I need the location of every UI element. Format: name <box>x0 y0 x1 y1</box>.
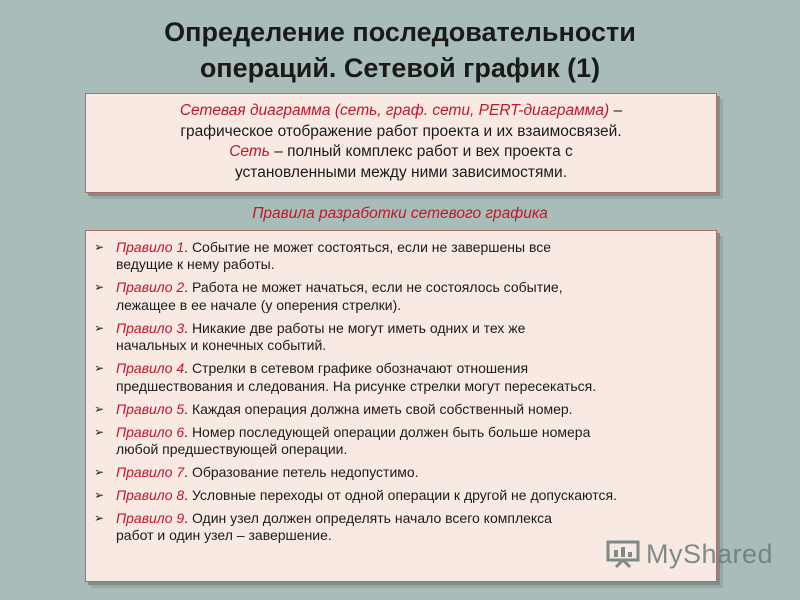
rule-item-6 <box>86 424 716 459</box>
arrowhead-bullet-icon: ➢ <box>94 240 105 254</box>
definition-text <box>86 94 716 183</box>
rule-text: . Один узел должен определять начало всего комплекса <box>184 510 552 527</box>
rule-text: . Стрелки в сетевом графике обозначают отношения <box>184 360 529 377</box>
definition-text-part: – полный комплекс работ и вех проекта с <box>269 143 573 160</box>
definition-box <box>85 93 717 193</box>
arrowhead-bullet-icon: ➢ <box>94 511 105 526</box>
arrowhead-bullet-icon: ➢ <box>94 320 105 335</box>
rule-line <box>116 424 706 441</box>
rule-line <box>116 487 706 504</box>
rule-label: Правило 3 <box>116 319 185 336</box>
rule-label: Правило 1 <box>116 239 185 255</box>
rule-item-8 <box>86 487 716 504</box>
definition-line <box>86 142 716 163</box>
rule-item-4 <box>86 360 716 395</box>
arrowhead-bullet-icon: ➢ <box>94 424 105 439</box>
rule-text: . Номер последующей операции должен быть больше номера <box>184 423 591 440</box>
arrowhead-bullet-icon: ➢ <box>94 401 105 416</box>
rule-label: Правило 2 <box>116 279 185 296</box>
rule-line: любой предшествующей операции. <box>116 441 348 458</box>
rule-label: Правило 7 <box>116 464 185 481</box>
rule-line <box>116 401 706 418</box>
rule-item-1 <box>86 239 716 274</box>
rule-text: . Каждая операция должна иметь свой собственный номер. <box>184 400 573 417</box>
definition-term: Сеть <box>229 143 270 160</box>
rule-item-3 <box>86 320 716 355</box>
rule-line: предшествования и следования. На рисунке стрелки могут пересекаться. <box>116 377 597 394</box>
rule-line <box>116 510 706 527</box>
rule-label: Правило 6 <box>116 423 185 440</box>
rule-line: лежащее в ее начале (у оперения стрелки). <box>116 296 402 313</box>
rule-item-2 <box>86 279 716 314</box>
definition-term: Сетевая диаграмма (сеть, граф. сети, PERT-диаграмма) <box>179 102 610 119</box>
page-title-line2: операций. Сетевой график (1) <box>199 53 601 83</box>
rule-line: работ и один узел – завершение. <box>116 527 332 544</box>
rule-line: ведущие к нему работы. <box>116 256 275 273</box>
page-title-line1: Определение последовательности <box>164 17 636 47</box>
rule-line <box>116 239 706 256</box>
rules-list <box>86 231 716 545</box>
rule-line <box>116 464 706 481</box>
presentation-board-icon <box>606 540 640 568</box>
rule-line <box>116 279 706 296</box>
rule-text: . Событие не может состояться, если не завершены все <box>184 239 552 255</box>
definition-text-part: – <box>609 102 623 119</box>
rule-item-5 <box>86 401 716 418</box>
rule-label: Правило 9 <box>116 510 185 527</box>
rules-box <box>85 230 717 582</box>
rule-text: . Образование петель недопустимо. <box>184 464 419 481</box>
rule-line <box>116 320 706 337</box>
definition-line <box>86 101 716 122</box>
rule-line: начальных и конечных событий. <box>116 337 327 354</box>
rule-item-7 <box>86 464 716 481</box>
arrowhead-bullet-icon: ➢ <box>94 361 105 376</box>
arrowhead-bullet-icon: ➢ <box>94 280 105 295</box>
watermark-text: MyShared <box>646 539 774 569</box>
rule-text: . Никакие две работы не могут иметь одних и тех же <box>184 319 526 336</box>
rule-text: . Условные переходы от одной операции к другой не допускаются. <box>184 487 617 504</box>
page-title <box>0 14 800 86</box>
arrowhead-bullet-icon: ➢ <box>94 488 105 503</box>
rule-label: Правило 5 <box>116 400 185 417</box>
rule-label: Правило 8 <box>116 487 185 504</box>
definition-line: графическое отображение работ проекта и их взаимосвязей. <box>180 122 622 140</box>
rule-line <box>116 360 706 377</box>
rule-text: . Работа не может начаться, если не состоялось событие, <box>184 279 563 296</box>
rules-heading: Правила разработки сетевого графика <box>252 205 548 222</box>
watermark <box>606 536 774 572</box>
rule-label: Правило 4 <box>116 360 185 377</box>
definition-line: установленными между ними зависимостями. <box>234 163 568 181</box>
arrowhead-bullet-icon: ➢ <box>94 465 105 480</box>
